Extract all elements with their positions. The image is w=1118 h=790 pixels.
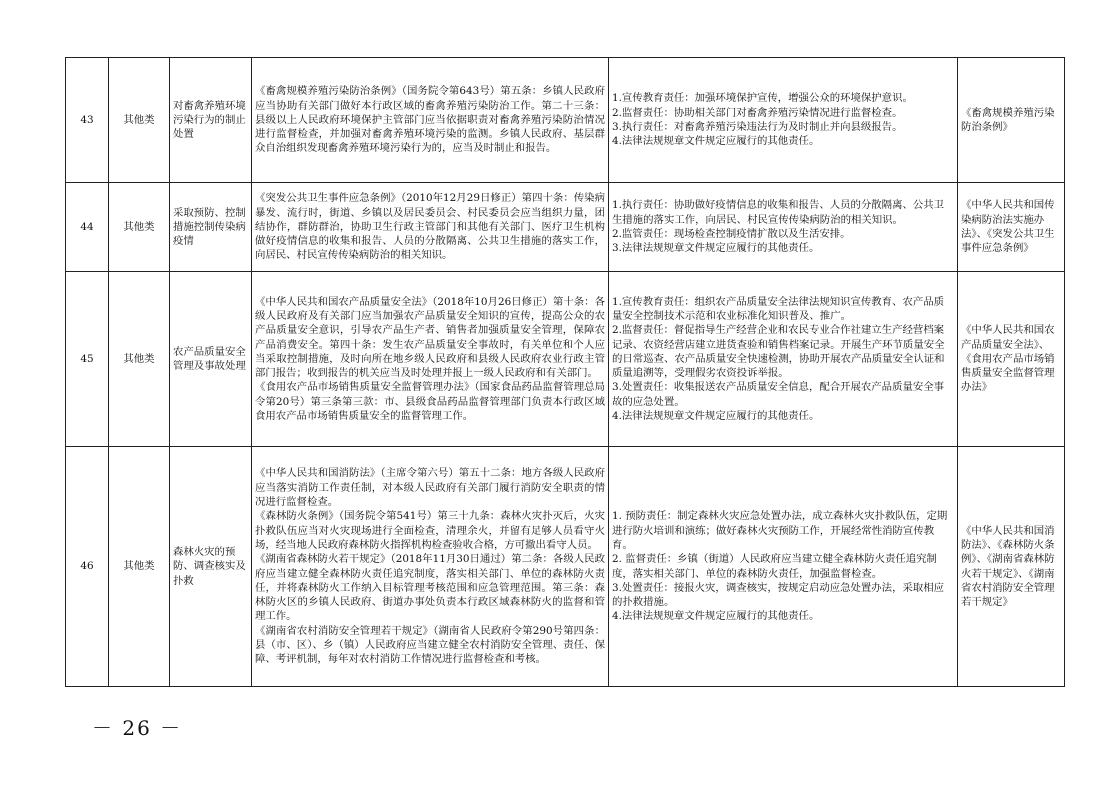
responsibility-item: 4.法律法规规章文件规定应履行的其他责任。 — [612, 410, 820, 423]
row-item-name: 森林火灾的预防、调查核实及扑救 — [170, 447, 252, 687]
responsibility-item: 3.执行责任：对畜禽养殖污染违法行为及时制止并向县级报告。 — [612, 121, 903, 133]
responsibility-item: 1.宣传教育责任：加强环境保护宣传，增强公众的环境保护意识。 — [612, 92, 913, 105]
row-legal-basis — [252, 183, 609, 272]
row-number: 44 — [66, 183, 109, 272]
responsibility-item: 2.监督责任：协助相关部门对畜禽养殖污染情况进行监督检查。 — [612, 106, 903, 119]
page-number: － 26 － — [92, 716, 183, 740]
table-row — [66, 447, 1065, 687]
row-responsibilities — [609, 272, 958, 447]
table-row — [66, 183, 1065, 272]
responsibility-item: 4.法律法规规章文件规定应履行的其他责任。 — [612, 135, 820, 148]
row-category: 其他类 — [109, 447, 170, 687]
basis-paragraph: 《中华人民共和国消防法》（主席令第六号）第五十二条：地方各级人民政府应当落实消防工作责任制，对本级人民政府有关部门履行消防安全职责的情况进行监督检查。 — [255, 467, 605, 509]
row-reference: 《畜禽规模养殖污染防治条例》 — [958, 58, 1065, 183]
row-item-name: 对畜禽养殖环境污染行为的制止处置 — [170, 58, 252, 183]
responsibility-item: 3.法律法规规章文件规定应履行的其他责任。 — [612, 242, 820, 255]
basis-paragraph: 《食用农产品市场销售质量安全监督管理办法》（国家食品药品监督管理总局令第20号）第三条第三款：市、县级食品药品监督管理部门负责本行政区域食用农产品市场销售质量安全的监督管理工作。 — [255, 381, 605, 423]
row-reference: 《中华人民共和国传染病防治法实施办法》、《突发公共卫生事件应急条例》 — [958, 183, 1065, 272]
table-body — [66, 58, 1065, 687]
basis-paragraph: 《突发公共卫生事件应急条例》（2010年12月29日修正）第四十条：传染病暴发、流行时，街道、乡镇以及居民委员会、村民委员会应当组织力量，团结协作，群防群治，协助卫生行政主管部门和其他有关部门、医疗卫生机构做好疫情信息的收集和报告、人员的分散隔离、公共卫生措施的落实工作，向居民、村民宣传传染病防治的相关知识。 — [255, 192, 605, 262]
row-number: 45 — [66, 272, 109, 447]
basis-paragraph: 《湖南省森林防火若干规定》（2018年11月30日通过）第二条：各级人民政府应当建立健全森林防火责任追究制度，落实相关部门、单位的森林防火责任，并将森林防火工作纳入目标管理考核范围和应急管理范围。第三条：森林防火区的乡镇人民政府、街道办事处负责本行政区域森林防火的监督和管理工作。 — [255, 553, 605, 623]
row-number: 43 — [66, 58, 109, 183]
responsibility-table — [65, 57, 1065, 687]
row-legal-basis — [252, 447, 609, 687]
row-responsibilities — [609, 183, 958, 272]
row-item-name: 采取预防、控制措施控制传染病疫情 — [170, 183, 252, 272]
responsibility-item: 2.监管责任：现场检查控制疫情扩散以及生活安排。 — [612, 228, 851, 240]
row-number: 46 — [66, 447, 109, 687]
row-reference: 《中华人民共和国农产品质量安全法》、《食用农产品市场销售质量安全监督管理办法》 — [958, 272, 1065, 447]
row-category: 其他类 — [109, 183, 170, 272]
responsibility-item: 1. 预防责任：制定森林火灾应急处置办法，成立森林火灾扑救队伍，定期进行防火培训和演练；做好森林火灾预防工作，开展经常性消防宣传教育。 — [612, 510, 948, 551]
row-category: 其他类 — [109, 58, 170, 183]
basis-paragraph: 《中华人民共和国农产品质量安全法》（2018年10月26日修正）第十条：各级人民政府及有关部门应当加强农产品质量安全知识的宣传，提高公众的农产品质量安全意识，引导农产品生产者、销售者加强质量安全管理，保障农产品消费安全。第四十条：发生农产品质量安全事故时，有关单位和个人应当采取控制措施，及时向所在地乡级人民政府和县级人民政府农业行政主管部门报告；收到报告的机关应当及时处理并报上一级人民政府和有关部门。 — [255, 295, 605, 380]
row-reference: 《中华人民共和国消防法》、《森林防火条例》、《湖南省森林防火若干规定》、《湖南省农村消防安全管理若干规定》 — [958, 447, 1065, 687]
responsibility-item: 1.宣传教育责任：组织农产品质量安全法律法规知识宣传教育、农产品质量安全控制技术示范和农业标准化知识普及、推广。 — [612, 295, 945, 322]
row-legal-basis — [252, 272, 609, 447]
table-row — [66, 272, 1065, 447]
responsibility-item: 2.监督责任：督促指导生产经营企业和农民专业合作社建立生产经营档案记录、农资经营店建立进货查验和销售档案记录。开展生产环节质量安全的日常巡查、农产品质量安全快速检测，协助开展农产品质量安全认证和质量追溯等，受理假劣农资投诉举报。 — [612, 324, 945, 380]
table-row — [66, 58, 1065, 183]
row-legal-basis — [252, 58, 609, 183]
responsibility-item: 4.法律法规规章文件规定应履行的其他责任。 — [612, 610, 820, 623]
responsibility-item: 3.处置责任：接报火灾，调查核实，按规定启动应急处置办法，采取相应的扑救措施。 — [612, 581, 945, 609]
basis-paragraph: 《森林防火条例》（国务院令第541号）第三十九条：森林火灾扑灭后，火灾扑救队伍应当对火灾现场进行全面检查，清理余火，并留有足够人员看守火场，经当地人民政府森林防火指挥机构检查验收合格，方可撤出看守人员。 — [255, 510, 605, 551]
row-item-name: 农产品质量安全管理及事故处理 — [170, 272, 252, 447]
row-category: 其他类 — [109, 272, 170, 447]
responsibility-item: 2. 监督责任：乡镇（街道）人民政府应当建立健全森林防火责任追究制度，落实相关部门、单位的森林防火责任，加强监督检查。 — [612, 553, 937, 580]
row-responsibilities — [609, 58, 958, 183]
row-responsibilities — [609, 447, 958, 687]
basis-paragraph: 《畜禽规模养殖污染防治条例》（国务院令第643号）第五条：乡镇人民政府应当协助有关部门做好本行政区域的畜禽养殖污染防治工作。第二十三条：县级以上人民政府环境保护主管部门应当依据职责对畜禽养殖污染防治情况进行监督检查，并加强对畜禽养殖环境污染的监测。乡镇人民政府、基层群众自治组织发现畜禽养殖环境污染行为的，应当及时制止和报告。 — [255, 85, 605, 155]
responsibility-item: 1.执行责任：协助做好疫情信息的收集和报告、人员的分散隔离、公共卫生措施的落实工作，向居民、村民宣传传染病防治的相关知识。 — [612, 199, 945, 226]
basis-paragraph: 《湖南省农村消防安全管理若干规定》（湖南省人民政府令第290号第四条：县（市、区）、乡（镇）人民政府应当建立健全农村消防安全管理、责任、保障、考评机制，每年对农村消防工作情况进行监督检查和考核。 — [255, 624, 605, 666]
responsibility-item: 3.处置责任：收集报送农产品质量安全信息，配合开展农产品质量安全事故的应急处置。 — [612, 381, 945, 408]
